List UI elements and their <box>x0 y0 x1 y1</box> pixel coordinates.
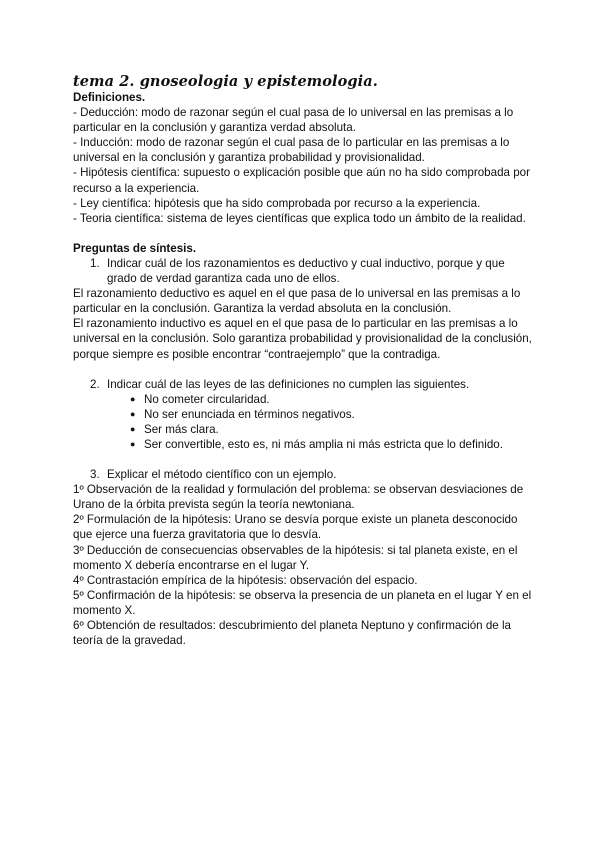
bullet-icon: ● <box>130 438 136 449</box>
question-3 <box>73 467 535 482</box>
question-text: Indicar cuál de las leyes de las definiciones no cumplen las siguientes. <box>107 377 470 391</box>
list-item: ● No cometer circularidad. <box>130 392 270 406</box>
document-title: tema 2. gnoseologia y epistemologia. <box>73 73 378 90</box>
list-item: ● Ser más clara. <box>130 422 219 436</box>
question-number: 3. <box>90 468 100 482</box>
synthesis-heading: Preguntas de síntesis. <box>73 241 197 255</box>
question-number: 2. <box>90 377 100 391</box>
method-step: 5º Confirmación de la hipótesis: se observa la presencia de un planeta en el lugar Y en el momento X. <box>73 588 532 617</box>
bullet-icon: ● <box>130 393 136 404</box>
question-text: Explicar el método científico con un ejemplo. <box>107 468 337 482</box>
list-item: ● No ser enunciada en términos negativos. <box>130 407 355 421</box>
criteria-list <box>73 392 535 452</box>
document-content <box>73 74 535 648</box>
method-step: 4º Contrastación empírica de la hipótesis: observación del espacio. <box>73 573 418 587</box>
answer-paragraph: El razonamiento inductivo es aquel en el que pasa de lo particular en las premisas a lo universal en la conclusión. Solo garantiza probabilidad y provisionalidad de la conclusión, porque siempre es posible encontrar “contraejemplo” que la contradiga. <box>73 317 532 361</box>
bullet-icon: ● <box>130 423 136 434</box>
question-text: Indicar cuál de los razonamientos es deductivo y cual inductivo, porque y que grado de verdad garantiza cada uno de ellos. <box>107 256 505 286</box>
question-2 <box>73 377 535 392</box>
method-step: 6º Obtención de resultados: descubrimiento del planeta Neptuno y confirmación de la teoría de la gravedad. <box>73 619 511 648</box>
definitions-heading: Definiciones. <box>73 91 146 104</box>
method-step: 1º Observación de la realidad y formulación del problema: se observan desviaciones de Urano de la órbita prevista según la teoría newtoniana. <box>73 483 524 512</box>
question-number: 1. <box>90 256 100 270</box>
definition-item: - Hipótesis científica: supuesto o explicación posible que aún no ha sido comprobada por recurso a la experiencia. <box>73 166 530 195</box>
definition-item: - Inducción: modo de razonar según el cual pasa de lo particular en las premisas a lo universal en la conclusión y garantiza probabilidad y provisionalidad. <box>73 136 510 165</box>
definition-item: - Teoria científica: sistema de leyes científicas que explica todo un ámbito de la realidad. <box>73 211 526 225</box>
definition-item: - Ley científica: hipótesis que ha sido comprobada por recurso a la experiencia. <box>73 196 481 210</box>
question-1 <box>73 256 535 286</box>
method-step: 2º Formulación de la hipótesis: Urano se desvía porque existe un planeta desconocido que ejerce una fuerza gravitatoria que lo desvía. <box>73 513 518 542</box>
bullet-icon: ● <box>130 408 136 419</box>
method-step: 3º Deducción de consecuencias observables de la hipótesis: si tal planeta existe, en el momento X debería encontrarse en el lugar Y. <box>73 543 518 572</box>
definition-item: - Deducción: modo de razonar según el cual pasa de lo universal en las premisas a lo particular en la conclusión y garantiza verdad absoluta. <box>73 106 514 135</box>
list-item: ● Ser convertible, esto es, ni más amplia ni más estricta que lo definido. <box>130 437 503 451</box>
answer-paragraph: El razonamiento deductivo es aquel en el que pasa de lo universal en las premisas a lo particular en la conclusión. Garantiza la verdad absoluta en la conclusión. <box>73 287 521 316</box>
